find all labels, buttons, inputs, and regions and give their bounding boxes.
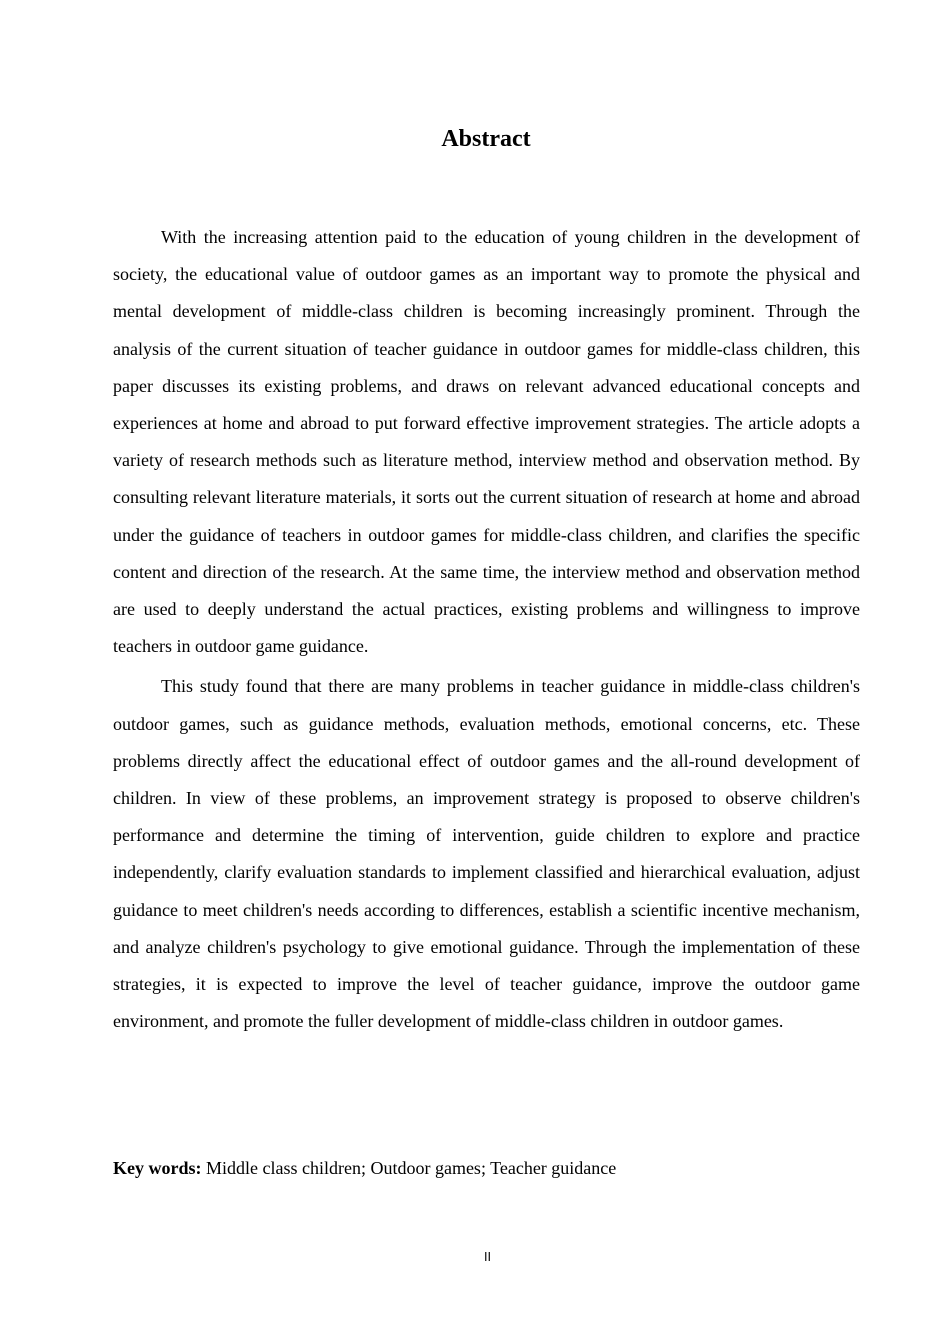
keywords-label: Key words: (113, 1158, 202, 1178)
keywords-value: Middle class children; Outdoor games; Teacher guidance (206, 1158, 617, 1178)
abstract-paragraph-2: This study found that there are many problems in teacher guidance in middle-class children's outdoor games, such as guidance methods, evaluation methods, emotional concerns, etc. These problems directly affect the educational effect of outdoor games and the all-round development of children. In view of these problems, an improvement strategy is proposed to observe children's performance and determine the timing of intervention, guide children to explore and practice independently, clarify evaluation standards to implement classified and hierarchical evaluation, adjust guidance to meet children's needs according to differences, establish a scientific incentive mechanism, and analyze children's psychology to give emotional guidance. Through the implementation of these strategies, it is expected to improve the level of teacher guidance, improve the outdoor game environment, and promote the fuller development of middle-class children in outdoor games. (113, 676, 860, 1032)
abstract-title: Abstract (441, 126, 531, 152)
keywords-line (113, 1153, 860, 1183)
abstract-paragraph-1: With the increasing attention paid to the education of young children in the development of society, the educational value of outdoor games as an important way to promote the physical and mental development of middle-class children is becoming increasingly prominent. Through the analysis of the current situation of teacher guidance in outdoor games for middle-class children, this paper discusses its existing problems, and draws on relevant advanced educational concepts and experiences at home and abroad to put forward effective improvement strategies. The article adopts a variety of research methods such as literature method, interview method and observation method. By consulting relevant literature materials, it sorts out the current situation of research at home and abroad under the guidance of teachers in outdoor games for middle-class children, and clarifies the specific content and direction of the research. At the same time, the interview method and observation method are used to deeply understand the actual practices, existing problems and willingness to improve teachers in outdoor game guidance. (113, 227, 860, 657)
abstract-body (113, 219, 860, 1043)
page-number: II (483, 1250, 492, 1264)
